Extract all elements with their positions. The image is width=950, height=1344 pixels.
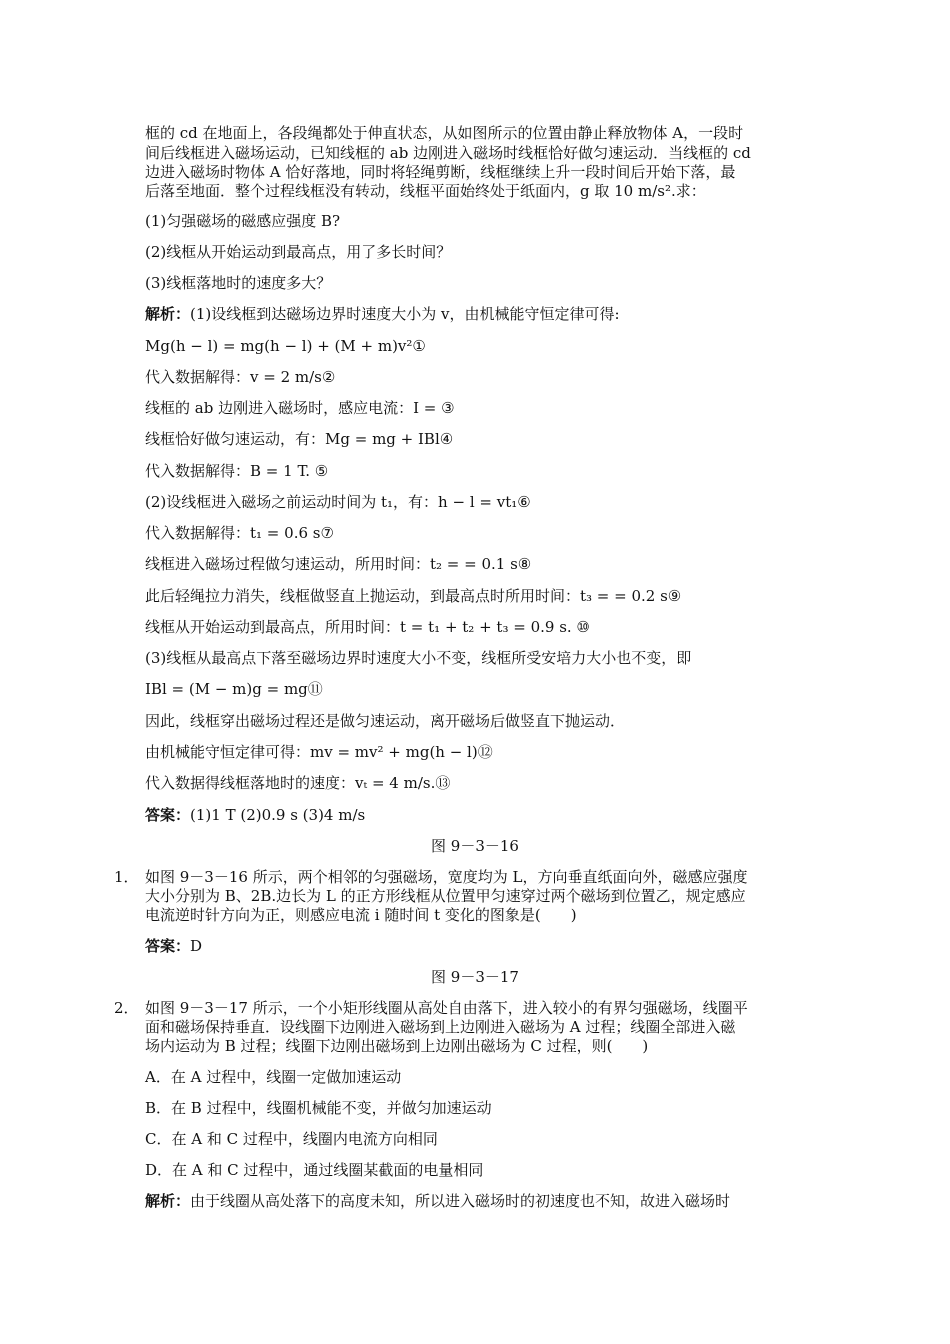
analysis-line: (2)设线框进入磁场之前运动时间为 t₁，有：h − l = vt₁⑥ xyxy=(145,493,531,511)
option-c: C．在 A 和 C 过程中，线圈内电流方向相同 xyxy=(145,1130,438,1148)
q1-line: 如图 9－3－16 所示，两个相邻的匀强磁场，宽度均为 L，方向垂直纸面向外，磁感应强度 xyxy=(145,868,748,886)
answer-label: 答案： xyxy=(145,806,191,824)
answer-1 xyxy=(145,805,365,825)
q1-line: 大小分别为 B、2B.边长为 L 的正方形线框从位置甲匀速穿过两个磁场到位置乙，规定感应 xyxy=(145,887,746,905)
question-3: (3)线框落地时的速度多大？ xyxy=(145,274,332,292)
analysis-line: Mg(h − l) = mg(h − l) + (M + m)v²① xyxy=(145,337,426,355)
intro-line: 框的 cd 在地面上，各段绳都处于伸直状态，从如图所示的位置由静止释放物体 A，一段时 xyxy=(145,124,744,142)
q2-line: 如图 9－3－17 所示，一个小矩形线圈从高处自由落下，进入较小的有界匀强磁场，线圈平 xyxy=(145,999,748,1017)
analysis-first-line xyxy=(145,304,620,324)
option-d: D．在 A 和 C 过程中，通过线圈某截面的电量相同 xyxy=(145,1161,484,1179)
analysis-line: 由机械能守恒定律可得：mv = mv² + mg(h − l)⑫ xyxy=(145,743,493,761)
figure-caption-1: 图 9－3－16 xyxy=(431,837,519,855)
analysis-2 xyxy=(145,1191,730,1211)
intro-line: 间后线框进入磁场运动，已知线框的 ab 边刚进入磁场时线框恰好做匀速运动．当线框的 cd xyxy=(145,144,751,162)
answer-text: D xyxy=(190,937,203,955)
q1-line: 电流逆时针方向为正，则感应电流 i 随时间 t 变化的图象是( ) xyxy=(145,906,577,924)
analysis-line: 因此，线框穿出磁场过程还是做匀速运动，离开磁场后做竖直下抛运动． xyxy=(145,712,626,730)
question-2: (2)线框从开始运动到最高点，用了多长时间？ xyxy=(145,243,452,261)
analysis-line: 线框进入磁场过程做匀速运动，所用时间：t₂ = = 0.1 s⑧ xyxy=(145,555,532,573)
analysis-line: IBl = (M − m)g = mg⑪ xyxy=(145,680,323,698)
analysis-line: 代入数据解得：t₁ = 0.6 s⑦ xyxy=(145,524,334,542)
analysis-label: 解析： xyxy=(145,1192,191,1210)
analysis-label: 解析： xyxy=(145,305,191,323)
figure-caption-2: 图 9－3－17 xyxy=(431,968,519,986)
answer-label: 答案： xyxy=(145,937,191,955)
question-number-2: 2． xyxy=(114,999,139,1017)
option-a: A．在 A 过程中，线圈一定做加速运动 xyxy=(145,1068,402,1086)
analysis-line: 线框恰好做匀速运动，有：Mg = mg + IBl④ xyxy=(145,430,454,448)
question-1: (1)匀强磁场的磁感应强度 B? xyxy=(145,212,341,230)
q2-line: 场内运动为 B 过程；线圈下边刚出磁场到上边刚出磁场为 C 过程，则( ) xyxy=(145,1037,649,1055)
answer-text: (1)1 T (2)0.9 s (3)4 m/s xyxy=(190,806,366,824)
answer-2 xyxy=(145,936,202,956)
analysis-text: (1)设线框到达磁场边界时速度大小为 v，由机械能守恒定律可得: xyxy=(190,305,620,323)
question-number-1: 1． xyxy=(114,868,139,886)
analysis-line: 代入数据解得：v = 2 m/s② xyxy=(145,368,336,386)
analysis-text: 由于线圈从高处落下的高度未知，所以进入磁场时的初速度也不知，故进入磁场时 xyxy=(190,1192,731,1210)
option-b: B．在 B 过程中，线圈机械能不变，并做匀加速运动 xyxy=(145,1099,492,1117)
analysis-line: (3)线框从最高点下落至磁场边界时速度大小不变，线框所受安培力大小也不变，即 xyxy=(145,649,692,667)
intro-line: 后落至地面．整个过程线框没有转动，线框平面始终处于纸面内，g 取 10 m/s².求： xyxy=(145,182,706,200)
q2-line: 面和磁场保持垂直．设线圈下边刚进入磁场到上边刚进入磁场为 A 过程；线圈全部进入磁 xyxy=(145,1018,736,1036)
analysis-line: 代入数据解得：B = 1 T. ⑤ xyxy=(145,462,329,480)
analysis-line: 此后轻绳拉力消失，线框做竖直上抛运动，到最高点时所用时间：t₃ = = 0.2 s⑨ xyxy=(145,587,682,605)
intro-line: 边进入磁场时物体 A 恰好落地，同时将轻绳剪断，线框继续上升一段时间后开始下落，最 xyxy=(145,163,736,181)
analysis-line: 代入数据得线框落地时的速度：vₜ = 4 m/s.⑬ xyxy=(145,774,451,792)
analysis-line: 线框从开始运动到最高点，所用时间：t = t₁ + t₂ + t₃ = 0.9 s. ⑩ xyxy=(145,618,590,636)
analysis-line: 线框的 ab 边刚进入磁场时，感应电流：I = ③ xyxy=(145,399,455,417)
